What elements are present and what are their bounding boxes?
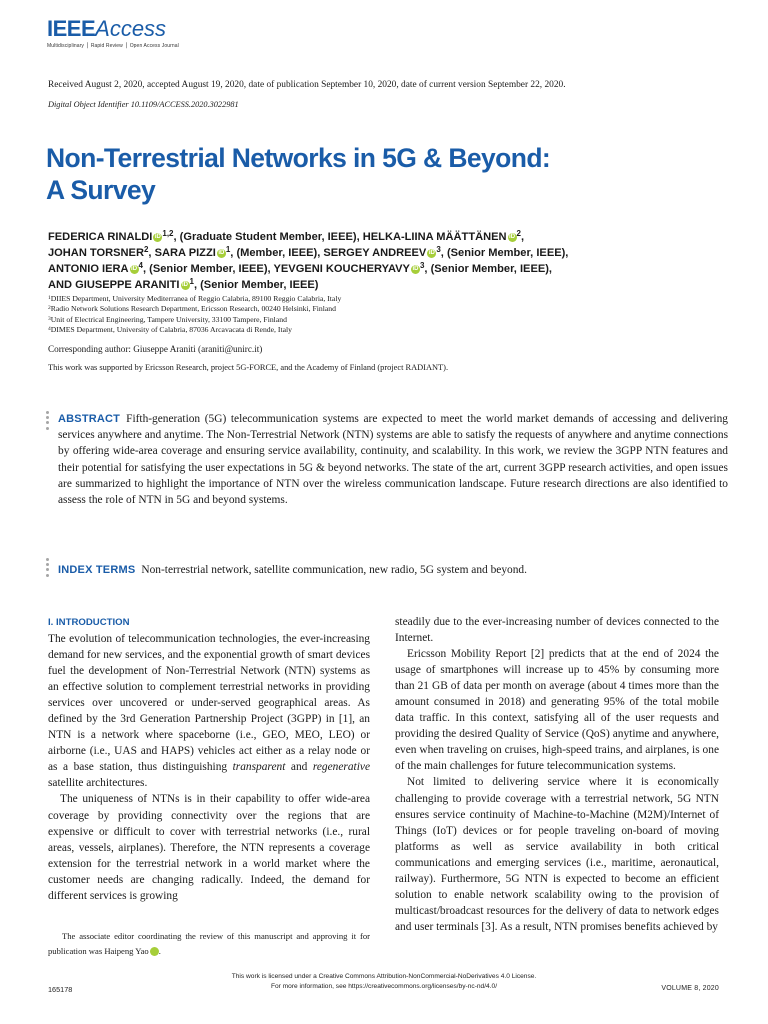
author-affil-sup: 1 <box>189 277 194 287</box>
author-name: SERGEY ANDREEV <box>323 247 427 260</box>
author-name: HELKA-LIINA MÄÄTTÄNEN <box>362 231 507 243</box>
affiliation-item <box>48 294 341 304</box>
left-column <box>48 617 370 904</box>
orcid-icon[interactable]: iD <box>150 947 159 956</box>
author-affil-sup: 3 <box>436 245 441 255</box>
paragraph: Ericsson Mobility Report [2] predicts that at the end of 2024 the usage of smartphones will increase up to 45% by consuming more than 21 GB of data per month on average (about 4 times more than the amount consumed in 2018) and generating 95% of the total mobile data traffic. In this context, satisfying all of the user requests and providing the desired Quality of Service (QoS) anytime and anywhere, even when traveling on cruises, high-speed trains, and airplanes, is one of the main challenges for future telecommunication systems. <box>395 648 719 773</box>
logo-access: Access <box>95 16 167 41</box>
author-name: ANTONIO IERA <box>48 263 129 276</box>
orcid-icon[interactable]: iD <box>182 282 188 289</box>
author-affil-sup: 4 <box>138 261 143 271</box>
author-role: , (Senior Member, IEEE) <box>193 279 319 292</box>
license-line-2[interactable]: For more information, see https://creativecommons.org/licenses/by-nc-nd/4.0/ <box>270 982 498 990</box>
text-run: satellite architectures. <box>48 777 148 790</box>
abstract-dots-icon <box>46 411 50 432</box>
journal-logo <box>47 18 179 49</box>
paragraph: The uniqueness of NTNs is in their capability to offer wide-area coverage by providing connectivity over the regions that are expensive or difficult to cover with terrestrial networks (i.e., rural areas, vessels, airplanes). Therefore, the NTN represents a coverage extension for the terrestrial network in a world market where the customer needs are changing radically. Indeed, the demand for different services is growing <box>48 793 370 902</box>
author-name: FEDERICA RINALDI <box>48 231 153 243</box>
author-name: AND GIUSEPPE ARANITI <box>48 279 180 292</box>
author-role: , <box>148 247 155 260</box>
license-line-1: This work is licensed under a Creative Commons Attribution-NonCommercial-NoDerivatives 4.0 License. <box>231 973 537 980</box>
affiliation-num: 2 <box>48 305 51 312</box>
index-terms-text: Non-terrestrial network, satellite communication, new radio, 5G system and beyond. <box>141 564 527 576</box>
author-affil-sup: 2 <box>516 229 521 238</box>
author-role: , <box>521 231 525 243</box>
affiliation-text: DIIES Department, University Mediterranea of Reggio Calabria, 89100 Reggio Calabria, Italy <box>50 294 342 303</box>
abstract-label: ABSTRACT <box>58 413 121 425</box>
text-run: and <box>285 761 313 774</box>
affiliation-item <box>48 325 341 335</box>
affiliation-item <box>48 304 341 314</box>
page-number: 165178 <box>48 985 73 994</box>
section-heading: I. INTRODUCTION <box>48 617 130 628</box>
author-name: YEVGENI KOUCHERYAVY <box>273 263 410 276</box>
text-italic: regenerative <box>312 761 370 774</box>
volume-label: VOLUME 8, 2020 <box>661 985 719 992</box>
author-affil-sup: 2 <box>143 245 149 255</box>
author-affil-sup: 3 <box>419 261 425 271</box>
author-affil-sup: 1,2 <box>162 229 174 238</box>
orcid-icon[interactable]: iD <box>509 234 516 240</box>
affiliation-item <box>48 315 341 325</box>
text-italic: transparent <box>232 761 286 774</box>
author-list <box>48 229 728 293</box>
index-terms-label: INDEX TERMS <box>58 564 136 576</box>
title-line-1: Non-Terrestrial Networks in 5G & Beyond: <box>46 143 551 173</box>
author-role: , (Senior Member, IEEE), <box>424 263 553 276</box>
author-role: , (Senior Member, IEEE), <box>143 263 274 276</box>
doi[interactable]: Digital Object Identifier 10.1109/ACCESS.2020.3022981 <box>48 100 239 109</box>
text-run: The evolution of telecommunication technologies, the ever-increasing demand for new services, and the exponential growth of smart devices fuel the development of Non-Terrestrial Network (NTN) systems as an effective solution to complement terrestrial networks in providing services over uncovered or under-served geographical areas. As defined by the 3rd Generation Partnership Project (3GPP) in [1], an NTN is a network where spaceborne (i.e., GEO, MEO, LEO) or airborne (i.e., UAS and HAPS) vehicles act either as a relay node or as a base station, thus distinguishing <box>48 633 370 774</box>
paper-title <box>46 142 550 206</box>
affiliation-text: Radio Network Solutions Research Department, Ericsson Research, 00240 Helsinki, Finland <box>50 304 336 314</box>
affiliation-num: 1 <box>48 295 51 301</box>
orcid-icon[interactable]: iD <box>428 250 435 257</box>
logo-tagline: Multidisciplinary ⎪ Rapid Review ⎪ Open Access Journal <box>47 43 179 49</box>
logo-ieee: IEEE <box>47 16 96 41</box>
received-dates: Received August 2, 2020, accepted August 19, 2020, date of publication September 10, 2020, date of current version September 22, 2020. <box>48 80 566 90</box>
author-affil-sup: 1 <box>225 245 231 255</box>
abstract-text: Fifth-generation (5G) telecommunication systems are expected to meet the world market demands of accessing and delivering services anywhere and anytime. The Non-Terrestrial Network (NTN) systems are able to satisfy the requests of anywhere and anytime connections by offering wide-area coverage and ensuring service availability, continuity, and scalability. In this work, we review the 3GPP NTN features and their potential for satisfying the user expectations in 5G & beyond networks. The state of the art, current 3GPP research activities, and open issues are summarized to highlight the importance of NTN over the wireless communication landscape. Future research directions are also identified to assess the role of NTN in 5G and beyond systems. <box>58 413 728 507</box>
orcid-icon[interactable]: iD <box>412 266 419 273</box>
funding-note: This work was supported by Ericsson Research, project 5G-FORCE, and the Academy of Finland (project RADIANT). <box>48 363 449 372</box>
affiliation-num: 4 <box>48 326 51 333</box>
index-terms <box>58 562 728 578</box>
corresponding-author: Corresponding author: Giuseppe Araniti (araniti@unirc.it) <box>48 344 263 354</box>
abstract <box>58 411 728 508</box>
index-terms-dots-icon <box>46 558 50 579</box>
affiliation-num: 3 <box>48 315 51 322</box>
orcid-icon[interactable]: iD <box>131 266 138 273</box>
right-column <box>395 614 719 935</box>
paragraph: steadily due to the ever-increasing number of devices connected to the Internet. <box>395 616 719 645</box>
affiliation-text: DIMES Department, University of Calabria, 87036 Arcavacata di Rende, Italy <box>50 325 292 335</box>
author-role: , (Senior Member, IEEE), <box>440 247 569 260</box>
affiliation-text: Unit of Electrical Engineering, Tampere University, 33100 Tampere, Finland <box>50 314 287 324</box>
footnote: The associate editor coordinating the review of this manuscript and approving it for publication was Haipeng Yao iD. <box>48 931 370 956</box>
author-name: JOHAN TORSNER <box>48 247 144 260</box>
paragraph <box>48 631 370 791</box>
author-name: SARA PIZZI <box>154 247 216 260</box>
orcid-icon[interactable]: iD <box>154 234 161 240</box>
license-notice <box>0 972 768 991</box>
author-role: , (Member, IEEE), <box>230 247 324 260</box>
author-role: , (Graduate Student Member, IEEE), <box>173 231 363 243</box>
title-line-2: A Survey <box>46 175 156 205</box>
orcid-icon[interactable]: iD <box>218 250 225 257</box>
affiliations <box>48 294 341 336</box>
paragraph: Not limited to delivering service where it is economically challenging to provide coverage with a terrestrial network, 5G NTN ensures service continuity of Machine-to-Machine (M2M)/Internet of Things (IoT) devices or for people traveling on-board of moving platforms as well as service availability in both critical communications and emerging services (i.e., maritime, aeronautical, railway). Furthermore, 5G NTN is expected to become an efficient solution to enable network scalability owing to the provision of multicast/broadcast resources for the delivery of data to network edges and user terminals [3]. As a result, NTN promises benefits achieved by <box>395 776 719 933</box>
footnote-text: The associate editor coordinating the review of this manuscript and approving it for publication was Haipeng Yao <box>48 931 370 956</box>
